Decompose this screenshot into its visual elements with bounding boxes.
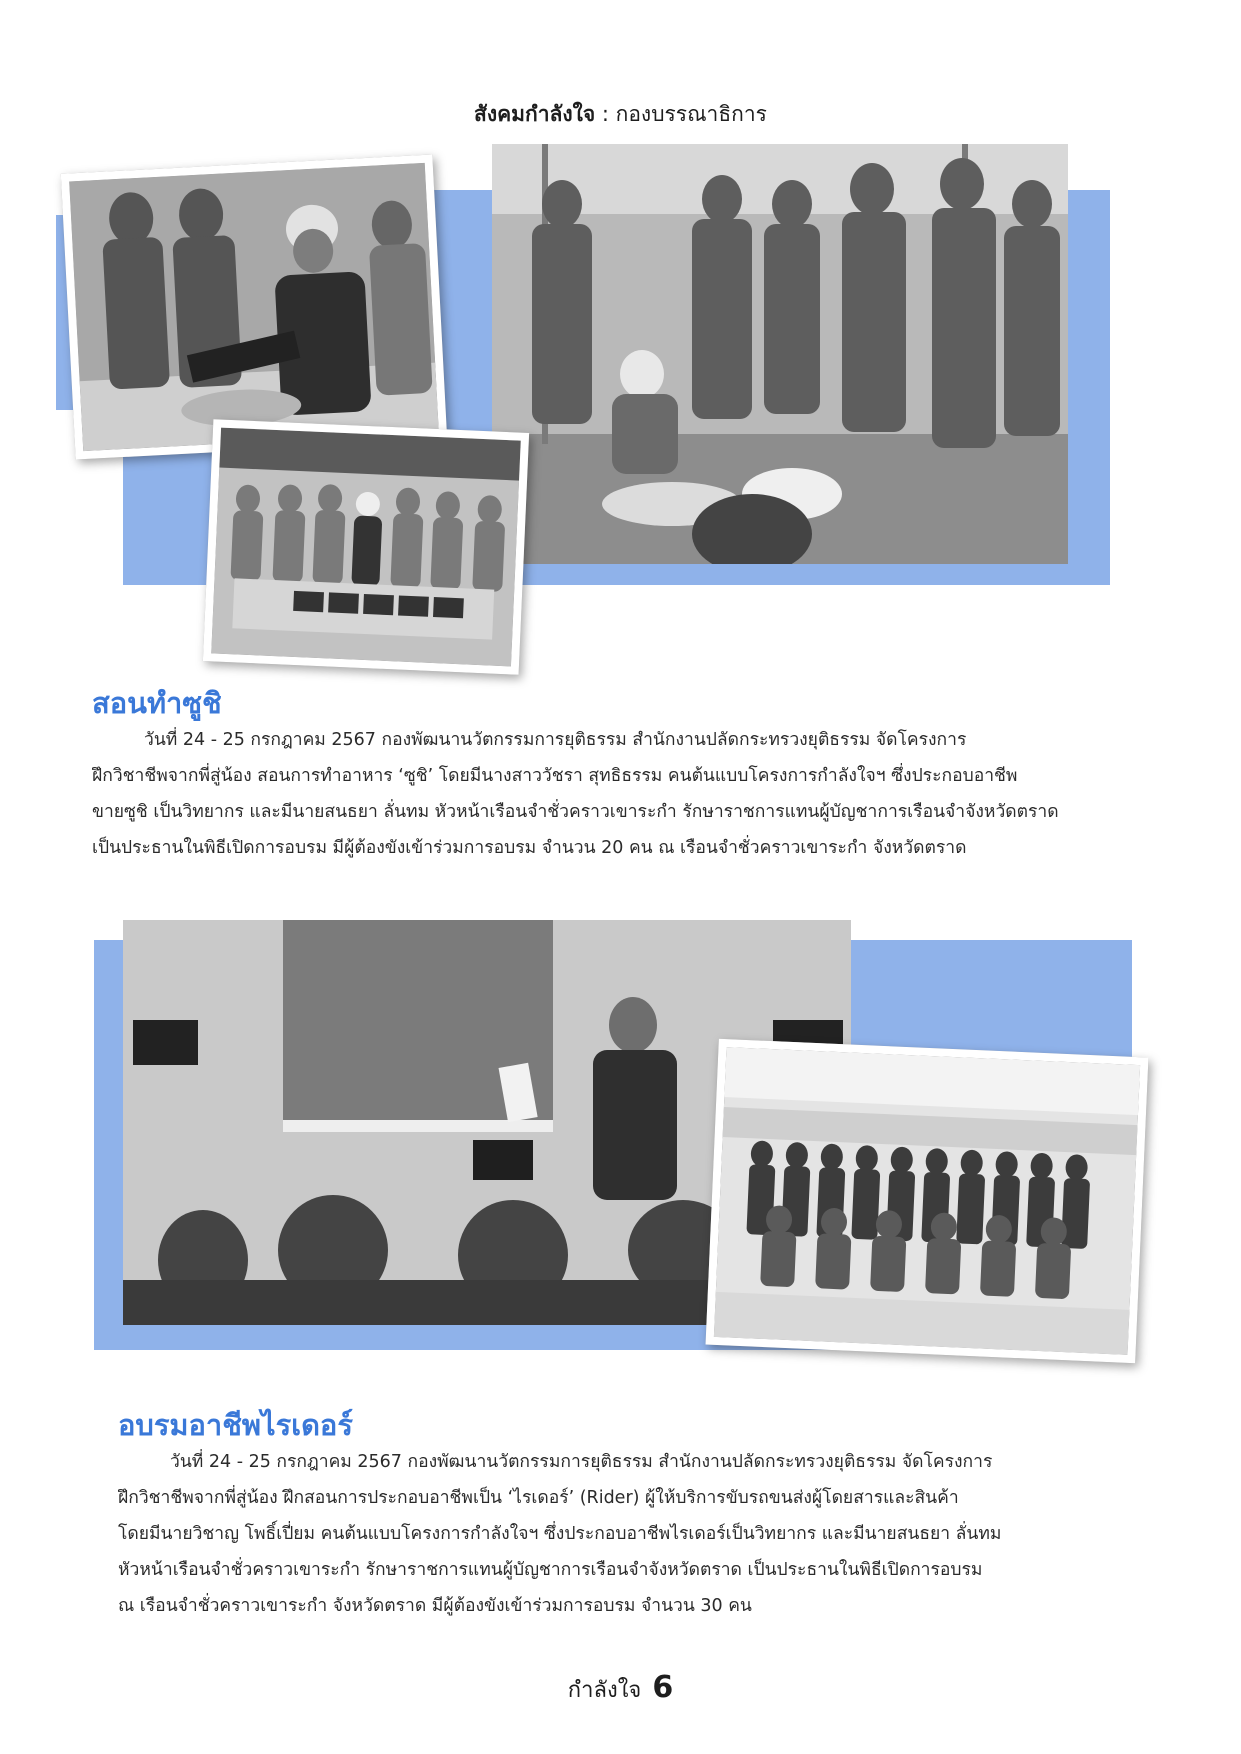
photo-rider-group: [706, 1039, 1149, 1363]
sushi-line-1: วันที่ 24 - 25 กรกฎาคม 2567 กองพัฒนานวัตกรรมการยุติธรรม สำนักงานปลัดกระทรวงยุติธรรม จัดโครงการ: [144, 730, 967, 750]
header-editor: กองบรรณาธิการ: [615, 102, 767, 126]
section-body-sushi: [92, 722, 1147, 866]
section-title-sushi: สอนทำซูชิ: [92, 686, 222, 720]
rider-line-1: วันที่ 24 - 25 กรกฎาคม 2567 กองพัฒนานวัตกรรมการยุติธรรม สำนักงานปลัดกระทรวงยุติธรรม จัดโครงการ: [170, 1452, 993, 1472]
rider-line-2: ฝึกวิชาชีพจากพี่สู่น้อง ฝึกสอนการประกอบอาชีพเป็น ‘ไรเดอร์’ (Rider) ผู้ให้บริการขับรถขนส่งผู้โดยสารและสินค้า: [118, 1488, 959, 1508]
rider-line-3: โดยมีนายวิชาญ โพธิ์เปี่ยม คนต้นแบบโครงการกำลังใจฯ ซึ่งประกอบอาชีพไรเดอร์เป็นวิทยากร และมีนายสนธยา ลั่นทม: [118, 1524, 1002, 1544]
sushi-line-2: ฝึกวิชาชีพจากพี่สู่น้อง สอนการทำอาหาร ‘ซูชิ’ โดยมีนางสาววัชรา สุทธิธรรม คนต้นแบบโครงการกำลังใจฯ ซึ่งประกอบอาชีพ: [92, 766, 1018, 786]
header-separator: :: [595, 102, 616, 126]
footer-magazine: กำลังใจ: [567, 1678, 642, 1703]
section-body-rider: [118, 1444, 1153, 1624]
photo-sushi-trays: [203, 419, 529, 675]
sushi-line-4: เป็นประธานในพิธีเปิดการอบรม มีผู้ต้องขังเข้าร่วมการอบรม จำนวน 20 คน ณ เรือนจำชั่วคราวเขาระกำ จังหวัดตราด: [92, 838, 967, 858]
section-title-rider: อบรมอาชีพไรเดอร์: [118, 1408, 353, 1442]
sushi-line-3: ขายซูชิ เป็นวิทยากร และมีนายสนธยา ลั่นทม หัวหน้าเรือนจำชั่วคราวเขาระกำ รักษาราชการแทนผู้บัญชาการเรือนจำจังหวัดตราด: [92, 802, 1059, 822]
photo-sushi-group: [492, 144, 1068, 564]
page-header: [0, 98, 1241, 131]
page-number: 6: [652, 1670, 674, 1705]
photo-sushi-cook: [61, 154, 447, 459]
rider-line-5: ณ เรือนจำชั่วคราวเขาระกำ จังหวัดตราด มีผู้ต้องขังเข้าร่วมการอบรม จำนวน 30 คน: [118, 1596, 752, 1616]
header-section: สังคมกำลังใจ: [474, 102, 596, 126]
rider-line-4: หัวหน้าเรือนจำชั่วคราวเขาระกำ รักษาราชการแทนผู้บัญชาการเรือนจำจังหวัดตราด เป็นประธานในพิธีเปิดการอบรม: [118, 1560, 983, 1580]
page-footer: [0, 1670, 1241, 1707]
